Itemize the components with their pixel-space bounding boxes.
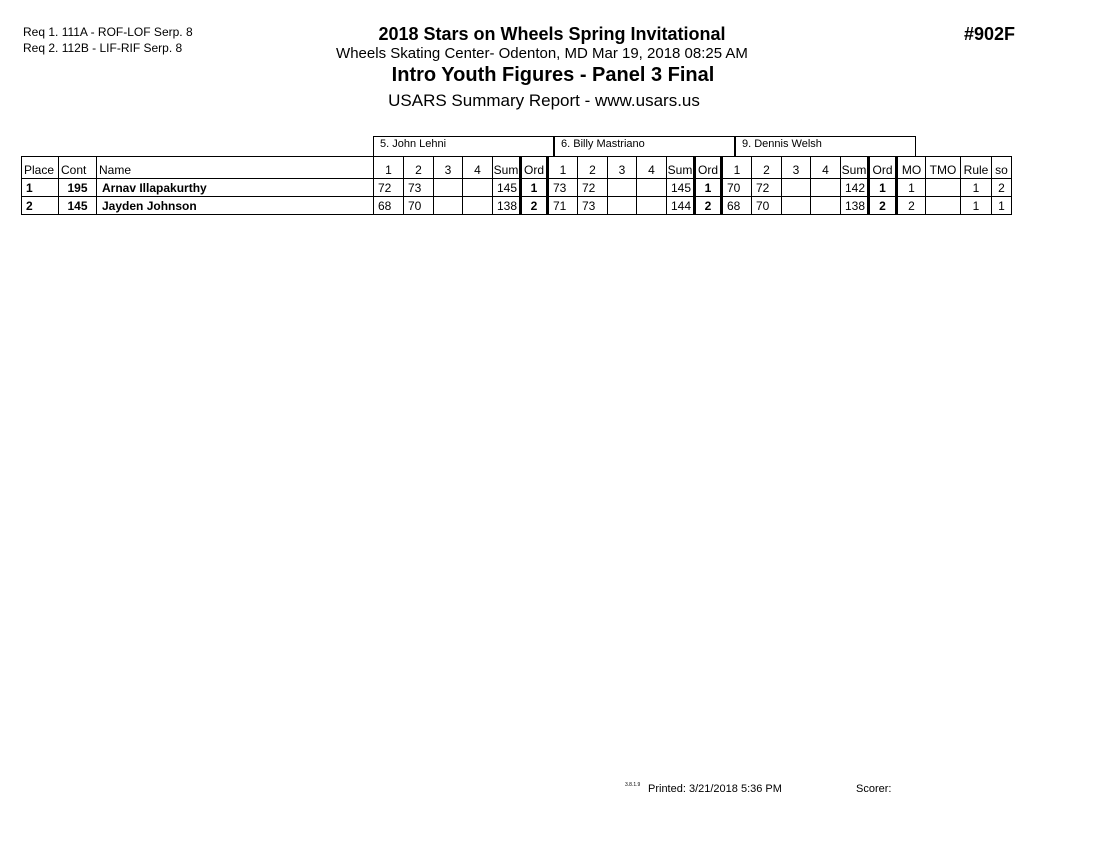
skater-name-cell: Jayden Johnson [97,197,374,215]
col-j3-ord: Ord [869,157,897,179]
j2-score2-cell: 72 [578,179,608,197]
j3-score4-cell [811,197,841,215]
mo-cell: 1 [897,179,926,197]
cont-cell: 145 [59,197,97,215]
event-title: Intro Youth Figures - Panel 3 Final [391,64,715,86]
scorer-label: Scorer: [856,783,892,795]
table-row [22,197,1012,215]
j2-score3-cell [608,179,637,197]
j1-score4-cell [463,179,493,197]
requirement-2: Req 2. 112B - LIF-RIF Serp. 8 [23,41,183,55]
j3-score1-cell: 68 [722,197,752,215]
col-so: so [992,157,1012,179]
j2-sum-cell: 145 [667,179,695,197]
col-j2-sum: Sum [667,157,695,179]
rule-cell: 1 [961,197,992,215]
j1-score1-cell: 68 [374,197,404,215]
place-cell: 2 [22,197,59,215]
judge-header-3: 9. Dennis Welsh [735,136,916,156]
j2-score2-cell: 73 [578,197,608,215]
col-place: Place [22,157,59,179]
table-header-row [22,157,1012,179]
col-j1-score1: 1 [374,157,404,179]
j3-score2-cell: 72 [752,179,782,197]
j2-score1-cell: 73 [548,179,578,197]
mo-cell: 2 [897,197,926,215]
j3-score3-cell [782,197,811,215]
j1-score4-cell [463,197,493,215]
rule-cell: 1 [961,179,992,197]
j3-score3-cell [782,179,811,197]
venue-date: Wheels Skating Center- Odenton, MD Mar 19, 2018 08:25 AM [336,45,748,62]
col-rule: Rule [961,157,992,179]
event-code: #902F [964,24,1016,44]
tmo-cell [926,197,961,215]
col-j1-ord: Ord [521,157,548,179]
col-mo: MO [897,157,926,179]
software-version: 3.8.1.9 [625,782,641,788]
so-cell: 2 [992,179,1012,197]
so-cell: 1 [992,197,1012,215]
j3-score4-cell [811,179,841,197]
cont-cell: 195 [59,179,97,197]
col-j3-score2: 2 [752,157,782,179]
col-j2-score4: 4 [637,157,667,179]
j3-score1-cell: 70 [722,179,752,197]
col-j3-sum: Sum [841,157,869,179]
col-j1-score3: 3 [434,157,463,179]
j2-score4-cell [637,179,667,197]
col-j1-sum: Sum [493,157,521,179]
col-cont: Cont [59,157,97,179]
col-j2-score2: 2 [578,157,608,179]
j2-score3-cell [608,197,637,215]
j1-score3-cell [434,197,463,215]
j2-ord-cell: 1 [695,179,722,197]
report-title: USARS Summary Report - www.usars.us [388,91,700,110]
j3-score2-cell: 70 [752,197,782,215]
col-j1-score4: 4 [463,157,493,179]
col-j2-ord: Ord [695,157,722,179]
judge-header-1: 5. John Lehni [373,136,554,156]
col-j2-score3: 3 [608,157,637,179]
j3-ord-cell: 1 [869,179,897,197]
j1-score1-cell: 72 [374,179,404,197]
results-table [21,156,1012,215]
j2-score1-cell: 71 [548,197,578,215]
col-j3-score1: 1 [722,157,752,179]
skater-name-cell: Arnav Illapakurthy [97,179,374,197]
col-j3-score3: 3 [782,157,811,179]
requirement-1: Req 1. 111A - ROF-LOF Serp. 8 [23,25,193,39]
col-j1-score2: 2 [404,157,434,179]
j2-ord-cell: 2 [695,197,722,215]
j1-sum-cell: 138 [493,197,521,215]
col-tmo: TMO [926,157,961,179]
col-j2-score1: 1 [548,157,578,179]
j1-sum-cell: 145 [493,179,521,197]
tmo-cell [926,179,961,197]
j1-score2-cell: 70 [404,197,434,215]
j2-score4-cell [637,197,667,215]
j3-sum-cell: 138 [841,197,869,215]
table-row [22,179,1012,197]
j3-sum-cell: 142 [841,179,869,197]
j3-ord-cell: 2 [869,197,897,215]
judge-header-2: 6. Billy Mastriano [554,136,735,156]
j2-sum-cell: 144 [667,197,695,215]
competition-title: 2018 Stars on Wheels Spring Invitational [378,24,726,44]
j1-score2-cell: 73 [404,179,434,197]
col-name: Name [97,157,374,179]
j1-ord-cell: 1 [521,179,548,197]
printed-timestamp: Printed: 3/21/2018 5:36 PM [648,783,782,795]
j1-ord-cell: 2 [521,197,548,215]
col-j3-score4: 4 [811,157,841,179]
place-cell: 1 [22,179,59,197]
j1-score3-cell [434,179,463,197]
